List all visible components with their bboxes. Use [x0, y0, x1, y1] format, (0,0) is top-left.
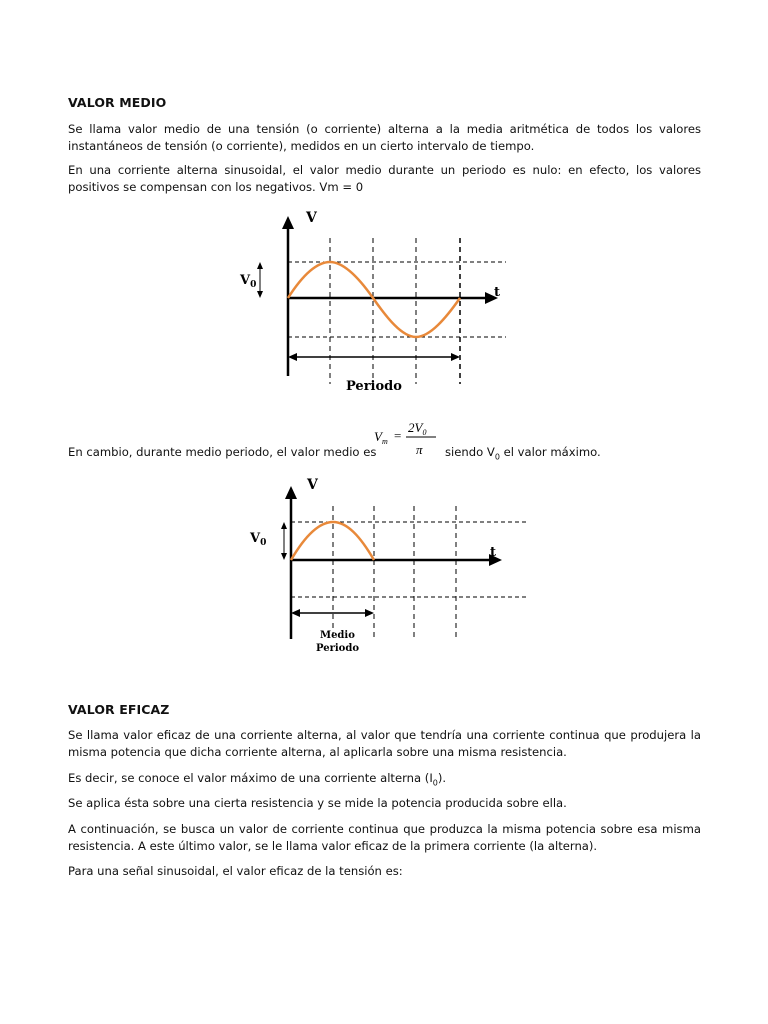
half-period-diagram: [244, 474, 534, 664]
sentence-before-formula: En cambio, durante medio periodo, el valor medio es: [68, 445, 377, 459]
half-period-label-line2: Periodo: [316, 643, 360, 654]
period-label: Periodo: [346, 379, 402, 394]
v0-label: $V_0$: [250, 531, 267, 548]
sentence-after-formula: siendo $V_0$ el valor máximo.: [445, 445, 601, 462]
paragraph-continuous-equivalent: A continuación, se busca un valor de corriente continua que produzca la misma potencia sobre esa misma resistencia. A este último valor, se le llama valor eficaz de la primera corriente (la alterna).: [68, 822, 701, 853]
svg-text:=: =: [394, 428, 402, 443]
half-period-mean-sentence: [68, 444, 376, 461]
svg-text:π: π: [416, 442, 423, 457]
paragraph-definition-valor-medio: Se llama valor medio de una tensión (o corriente) alterna a la media aritmética de todos los valores instantáneos de tensión (o corriente), medidos en un cierto intervalo de tiempo.: [68, 122, 701, 153]
t-axis-label: t: [490, 545, 497, 560]
paragraph-apply-resistance: Se aplica ésta sobre una cierta resistencia y se mide la potencia producida sobre ella.: [68, 796, 567, 810]
section-title-valor-medio: VALOR MEDIO: [68, 95, 167, 110]
svg-text:2V0: $2V_0$: [408, 420, 427, 437]
section-title-valor-eficaz: VALOR EFICAZ: [68, 702, 170, 717]
svg-text:Vm: $V_m$: [374, 429, 388, 446]
half-period-label-line1: Medio: [320, 630, 355, 641]
paragraph-max-value: Es decir, se conoce el valor máximo de una corriente alterna $(I_0)$.: [68, 771, 447, 788]
paragraph-sinusoidal-rms: Para una señal sinusoidal, el valor eficaz de la tensión es:: [68, 864, 403, 878]
paragraph-definition-valor-eficaz: Se llama valor eficaz de una corriente alterna, al valor que tendría una corriente continua que produjera la misma potencia que dicha corriente alterna, al aplicarla sobre una misma resistencia.: [68, 728, 701, 759]
sine-period-diagram: [236, 206, 506, 396]
sine-curve: [288, 262, 460, 337]
v-axis-label: V: [306, 210, 317, 226]
v-axis-label: V: [307, 477, 318, 493]
v-axis-arrow: [285, 486, 297, 499]
mean-value-formula: [372, 416, 442, 460]
t-axis-label: t: [494, 285, 501, 300]
paragraph-sinusoidal-mean: En una corriente alterna sinusoidal, el valor medio durante un periodo es nulo: en efecto, los valores positivos se compensan con los negativos. Vm = 0: [68, 163, 701, 194]
v0-label: $V_0$: [240, 273, 257, 290]
v-axis-arrow: [282, 216, 294, 229]
